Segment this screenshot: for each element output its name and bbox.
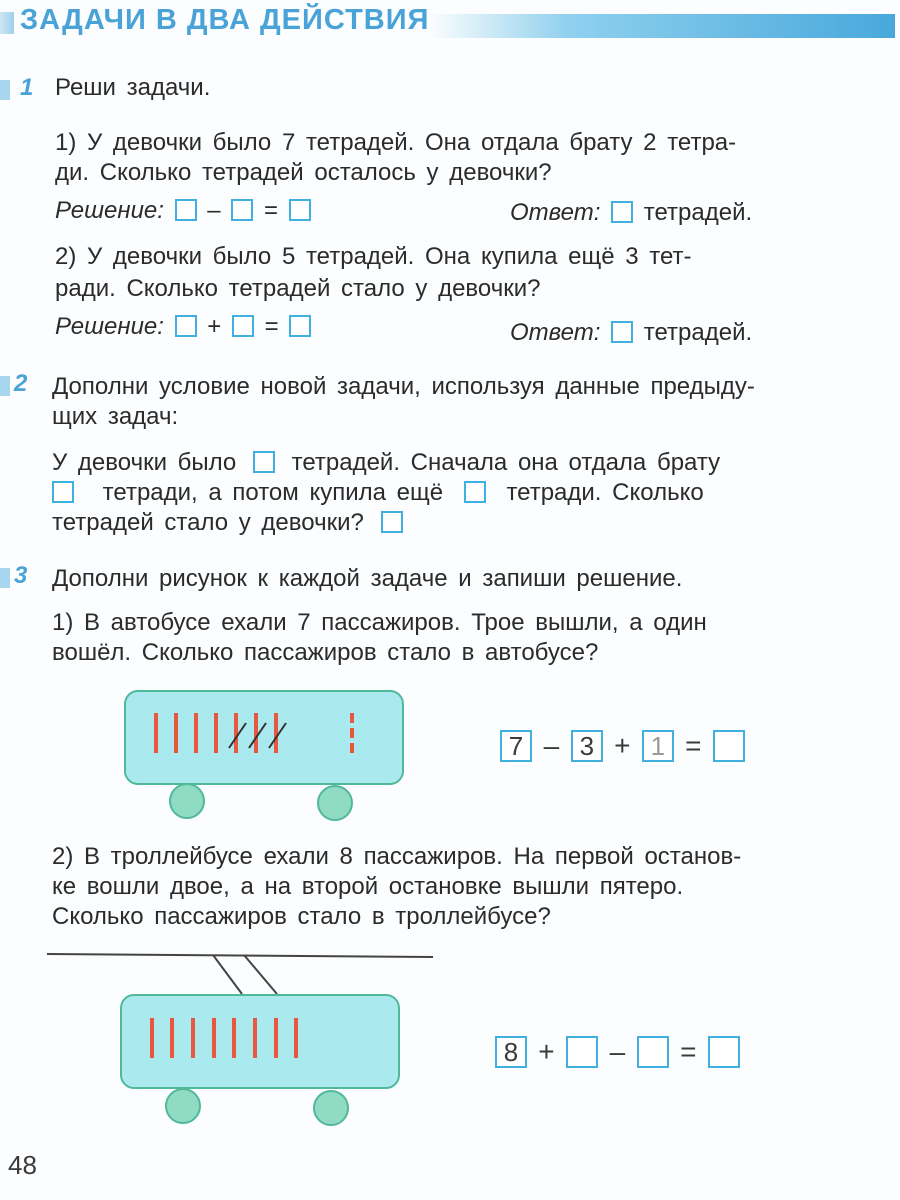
passenger-tally — [232, 1018, 236, 1058]
answer-box[interactable] — [289, 315, 311, 337]
task2-text: тетради, а потом купила ещё — [102, 479, 444, 506]
solution-label: Решение: — [55, 313, 164, 340]
task2-text-row3 — [52, 508, 403, 538]
task2-text-row1 — [52, 448, 720, 478]
task1-problem1-solution-row — [55, 196, 311, 226]
bus-wheel — [317, 785, 353, 821]
answer-box[interactable] — [232, 315, 254, 337]
task1-problem2-solution-row — [55, 312, 311, 342]
equation-result-box[interactable] — [708, 1036, 740, 1068]
answer-box[interactable] — [175, 315, 197, 337]
task1-problem1-answer-row — [510, 198, 752, 228]
task2-text: тетрадей. Сначала она отдала брату — [291, 449, 721, 476]
passenger-tally — [274, 1018, 278, 1058]
equation-result-box[interactable] — [713, 730, 745, 762]
operator-plus: + — [207, 313, 222, 340]
operator-equals: = — [680, 1036, 697, 1067]
operator-equals: = — [264, 313, 279, 340]
task3-problem1-line1: 1) В автобусе ехали 7 пассажиров. Трое вышли, а один — [52, 609, 707, 636]
trolleybus-body — [120, 994, 400, 1089]
answer-box[interactable] — [175, 199, 197, 221]
equation-box[interactable]: 8 — [495, 1036, 527, 1068]
task1-problem2-answer-row — [510, 318, 752, 348]
task2-text: тетради. Сколько — [506, 479, 704, 506]
answer-box[interactable] — [611, 321, 633, 343]
task1-problem1-line2: ди. Сколько тетрадей осталось у девочки? — [55, 159, 552, 186]
bus-drawing — [124, 690, 404, 785]
fill-box[interactable] — [253, 451, 275, 473]
header-left-mark — [0, 12, 14, 34]
equation-box[interactable] — [566, 1036, 598, 1068]
task3-instruction: Дополни рисунок к каждой задаче и запиши решение. — [52, 565, 683, 592]
trolleybus-wheel — [165, 1088, 201, 1124]
task1-problem2-line1: 2) У девочки было 5 тетрадей. Она купила ещё 3 тет- — [55, 243, 692, 270]
task2-instruction-line2: щих задач: — [52, 403, 179, 430]
cross-out-strokes — [124, 690, 404, 785]
task2-text: тетрадей стало у девочки? — [52, 509, 364, 536]
equation-box[interactable]: 7 — [500, 730, 532, 762]
passenger-tally — [150, 1018, 154, 1058]
passenger-tally — [212, 1018, 216, 1058]
task-number-3: 3 — [14, 562, 28, 589]
task-marker — [0, 80, 10, 100]
task2-text: У девочки было — [52, 449, 237, 476]
task-marker — [0, 568, 10, 588]
operator-minus: – — [543, 730, 560, 761]
answer-box[interactable] — [231, 199, 253, 221]
operator-plus: + — [614, 730, 631, 761]
fill-box[interactable] — [52, 481, 74, 503]
task-marker — [0, 376, 10, 396]
bus-equation — [500, 730, 745, 762]
task2-instruction-line1: Дополни условие новой задачи, используя данные предыду- — [52, 373, 755, 400]
page-number: 48 — [8, 1150, 37, 1180]
operator-minus: – — [609, 1036, 626, 1067]
bus-wheel — [169, 783, 205, 819]
task2-text-row2 — [52, 478, 704, 508]
answer-box[interactable] — [289, 199, 311, 221]
task-number-2: 2 — [14, 370, 28, 397]
task-number-1: 1 — [20, 74, 34, 101]
trolleybus-equation — [495, 1036, 740, 1068]
header-gradient-bar — [430, 14, 895, 38]
page-title: ЗАДАЧИ В ДВА ДЕЙСТВИЯ — [20, 4, 430, 36]
task3-problem2-line3: Сколько пассажиров стало в троллейбусе? — [52, 903, 551, 930]
operator-equals: = — [685, 730, 702, 761]
operator-equals: = — [263, 197, 278, 224]
equation-box[interactable] — [637, 1036, 669, 1068]
solution-label: Решение: — [55, 197, 164, 224]
operator-plus: + — [538, 1036, 555, 1067]
answer-label: Ответ: — [510, 319, 601, 346]
task3-problem1-line2: вошёл. Сколько пассажиров стало в автобусе? — [52, 639, 599, 666]
answer-label: Ответ: — [510, 199, 601, 226]
fill-box[interactable] — [464, 481, 486, 503]
equation-box[interactable]: 3 — [571, 730, 603, 762]
task3-problem2-line1: 2) В троллейбусе ехали 8 пассажиров. На первой останов- — [52, 843, 742, 870]
task3-problem2-line2: ке вошли двое, а на второй остановке вышли пятеро. — [52, 873, 684, 900]
fill-box[interactable] — [381, 511, 403, 533]
task1-problem1-line1: 1) У девочки было 7 тетрадей. Она отдала брату 2 тетра- — [55, 129, 737, 156]
answer-unit: тетрадей. — [643, 199, 753, 226]
passenger-tally — [253, 1018, 257, 1058]
answer-box[interactable] — [611, 201, 633, 223]
task1-problem2-line2: ради. Сколько тетрадей стало у девочки? — [55, 275, 541, 302]
answer-unit: тетрадей. — [643, 319, 753, 346]
operator-minus: – — [207, 197, 221, 224]
passenger-tally — [294, 1018, 298, 1058]
passenger-tally — [170, 1018, 174, 1058]
equation-box[interactable]: 1 — [642, 730, 674, 762]
trolleybus-drawing — [45, 950, 435, 1135]
task1-instruction: Реши задачи. — [55, 74, 211, 101]
trolleybus-wheel — [313, 1090, 349, 1126]
passenger-tally — [191, 1018, 195, 1058]
